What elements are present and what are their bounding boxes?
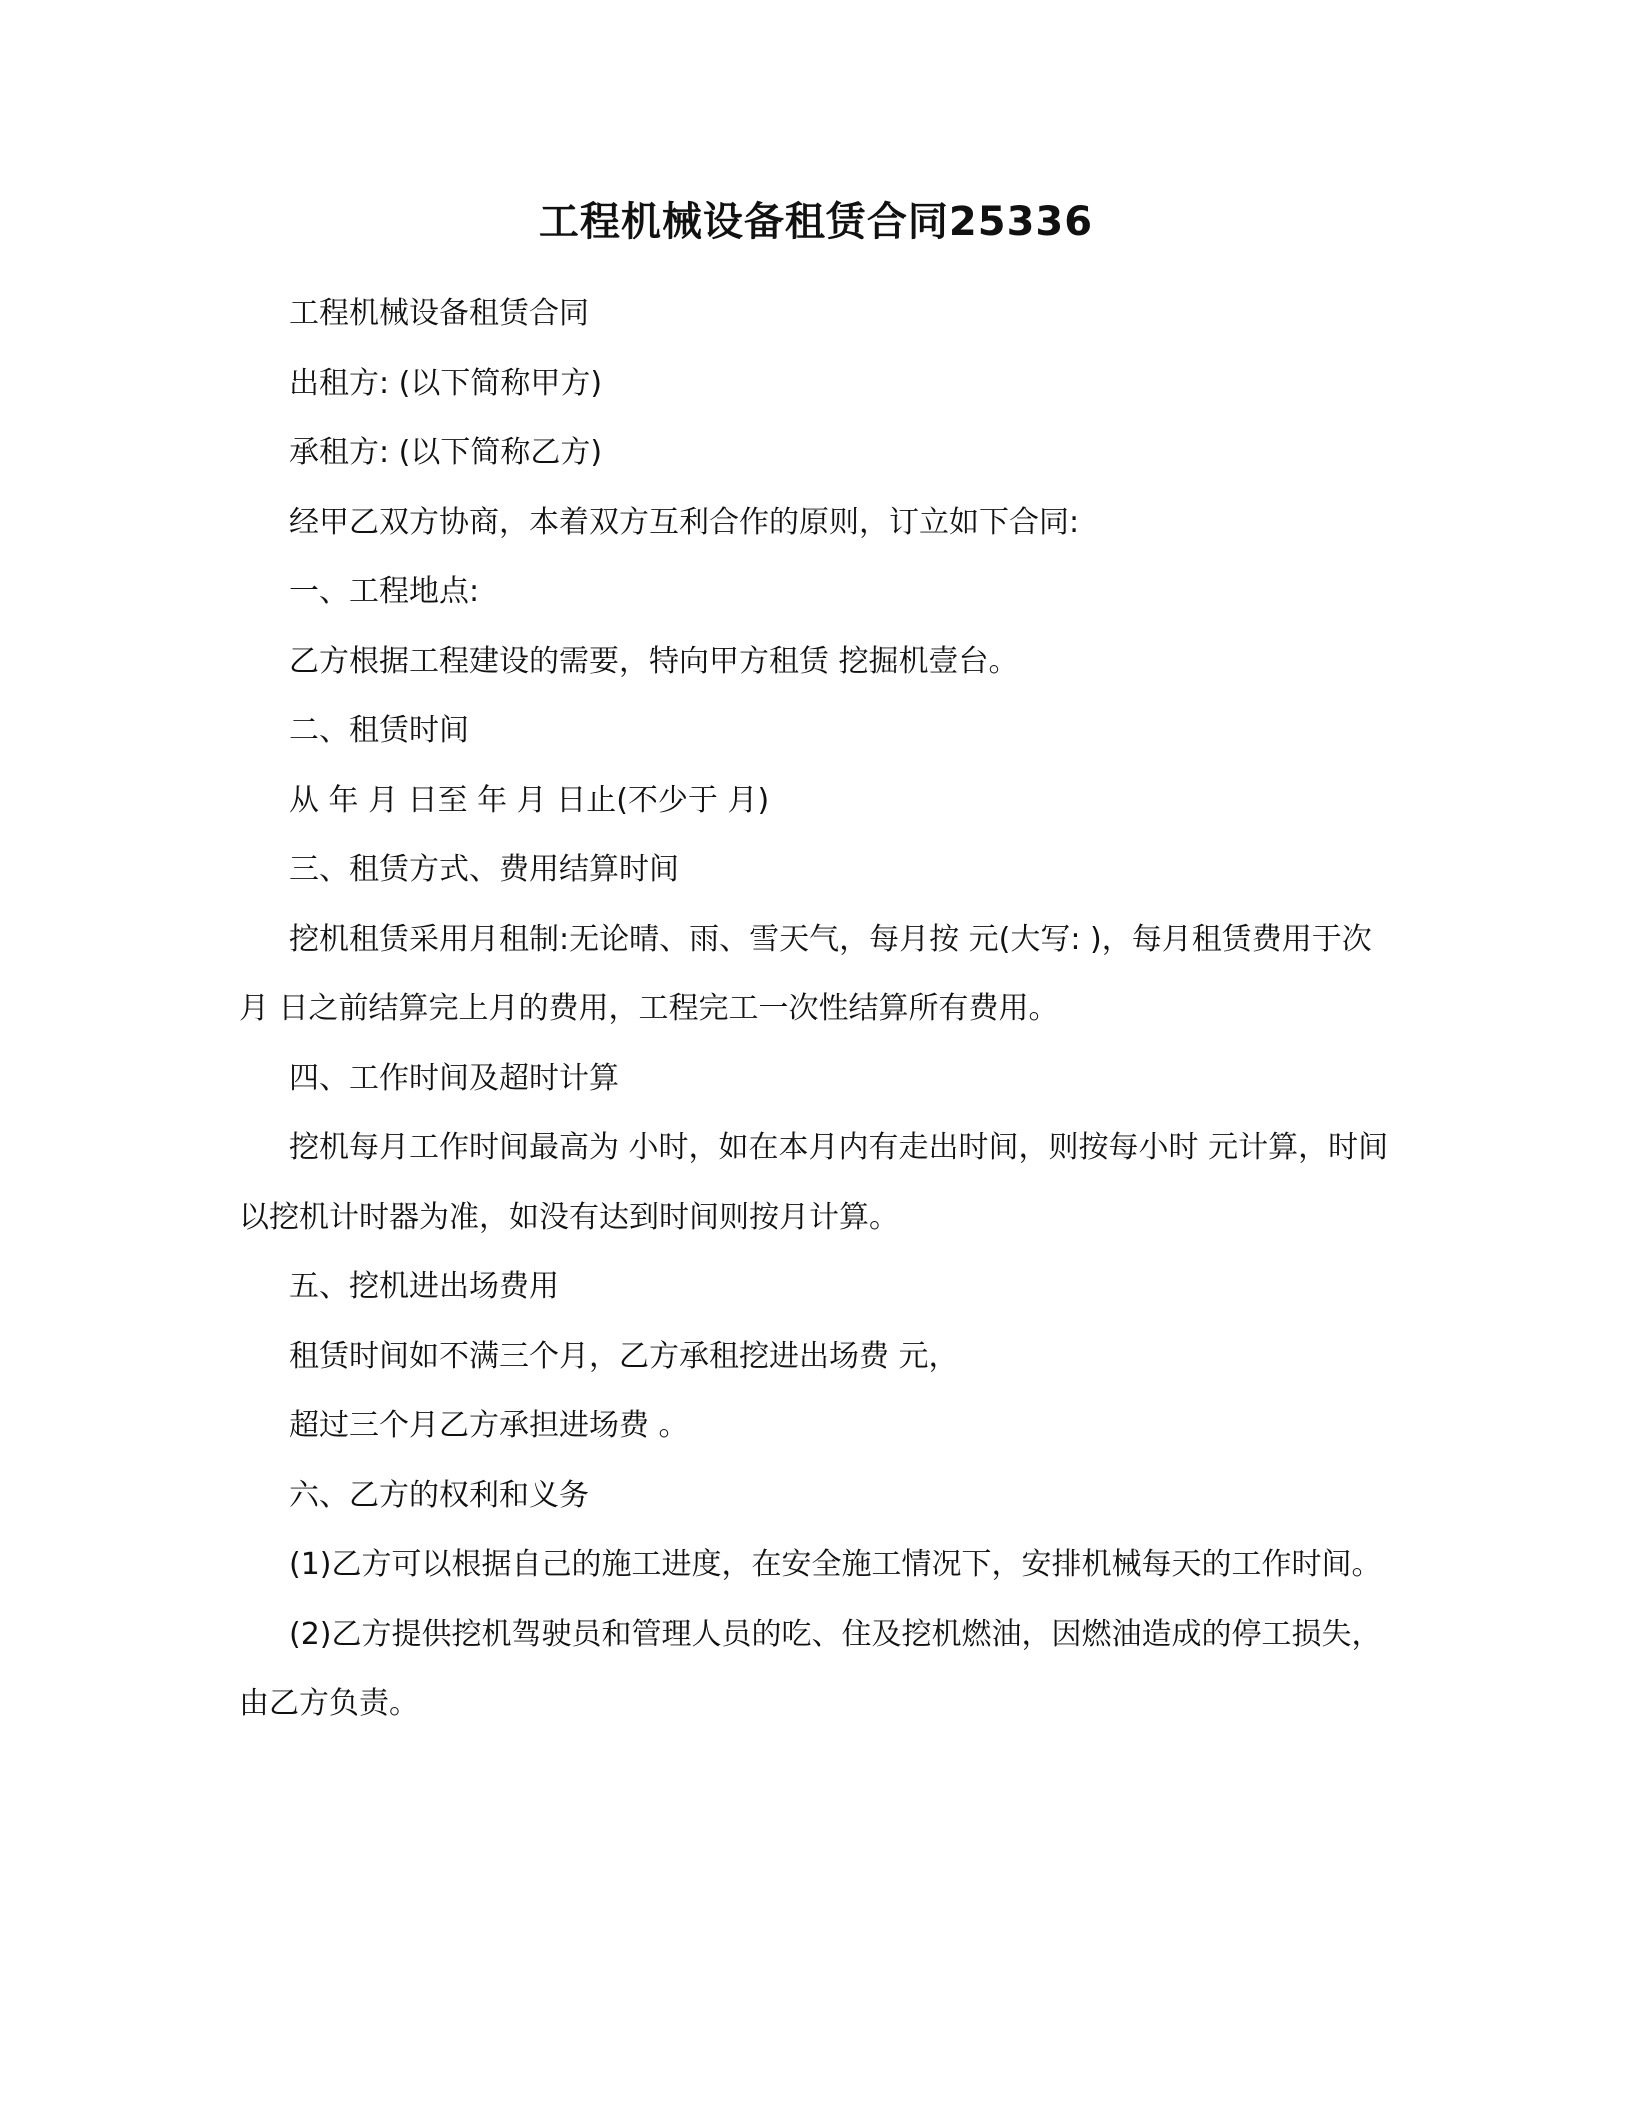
paragraph-contract-name: 工程机械设备租赁合同 (289, 296, 589, 331)
paragraph-lessee: 承租方: (以下简称乙方) (289, 435, 603, 470)
paragraph-section-6-item-2: (2)乙方提供挖机驾驶员和管理人员的吃、住及挖机燃油，因燃油造成的停工损失，由乙方负责。 (239, 1616, 1382, 1721)
document-title: 工程机械设备租赁合同25336 (538, 199, 1094, 245)
section-heading-5: 五、挖机进出场费用 (289, 1269, 559, 1304)
paragraph-section-5-b: 超过三个月乙方承担进场费 。 (289, 1408, 689, 1443)
section-heading-1: 一、工程地点: (289, 574, 480, 609)
document-body (239, 279, 1389, 1739)
section-heading-4: 四、工作时间及超时计算 (289, 1060, 619, 1096)
paragraph-section-4: 挖机每月工作时间最高为 小时，如在本月内有走出时间，则按每小时 元计算，时间以挖机计时器为准，如没有达到时间则按月计算。 (239, 1130, 1389, 1235)
paragraph-preamble: 经甲乙双方协商，本着双方互利合作的原则，订立如下合同: (289, 504, 1080, 540)
paragraph-lessor: 出租方: (以下简称甲方) (289, 365, 603, 401)
section-heading-2: 二、租赁时间 (289, 713, 469, 748)
section-heading-6: 六、乙方的权利和义务 (289, 1477, 589, 1513)
paragraph-section-1: 乙方根据工程建设的需要，特向甲方租赁 挖掘机壹台。 (289, 643, 1019, 679)
section-heading-3: 三、租赁方式、费用结算时间 (289, 852, 679, 887)
paragraph-section-5-a: 租赁时间如不满三个月，乙方承租挖进出场费 元， (289, 1338, 959, 1374)
paragraph-section-3: 挖机租赁采用月租制:无论晴、雨、雪天气，每月按 元(大写: )，每月租赁费用于次月 日之前结算完上月的费用，工程完工一次性结算所有费用。 (239, 921, 1372, 1026)
paragraph-section-6-item-1: (1)乙方可以根据自己的施工进度，在安全施工情况下，安排机械每天的工作时间。 (289, 1547, 1382, 1582)
paragraph-section-2: 从 年 月 日至 年 月 日止(不少于 月) (289, 782, 770, 818)
